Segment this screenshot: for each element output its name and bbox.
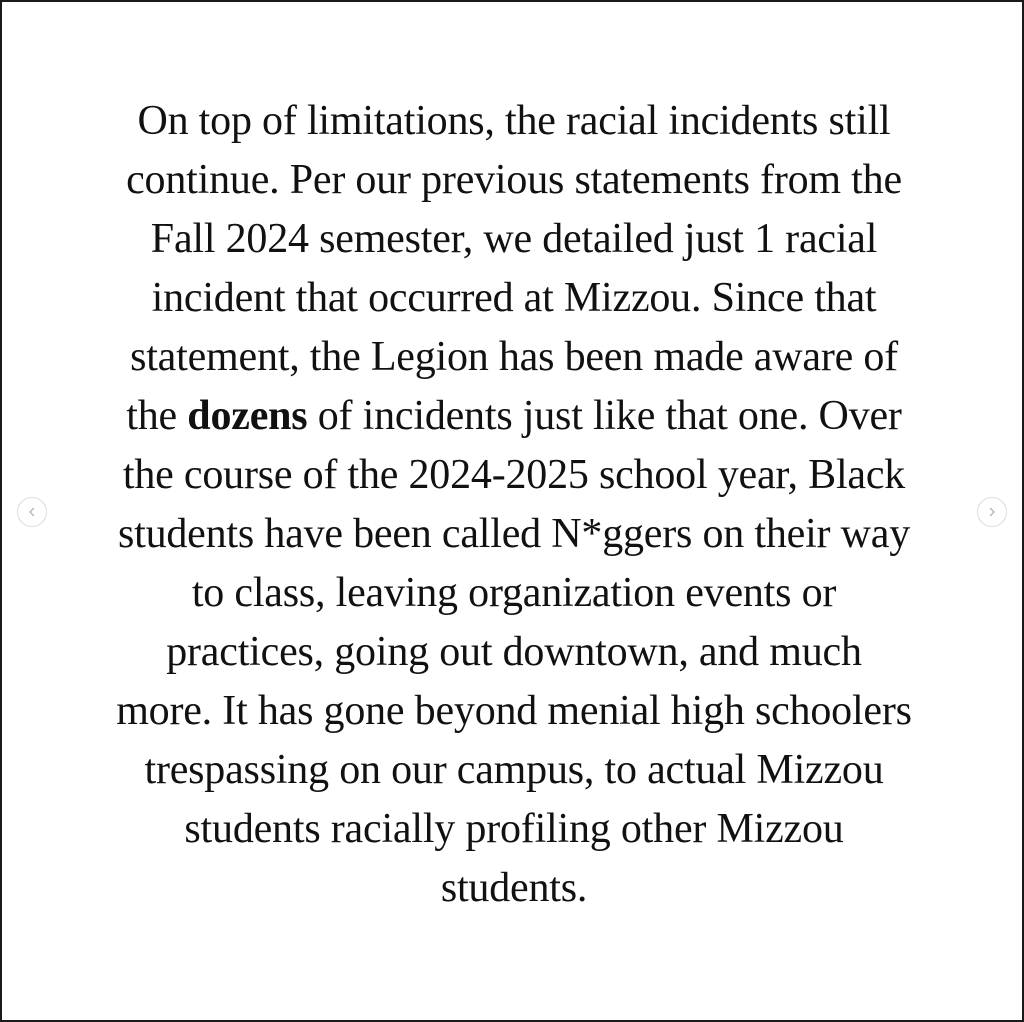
post-line: to class, leaving organization events or	[191, 570, 837, 616]
post-line: students racially profiling other Mizzou	[184, 806, 844, 852]
post-body-text	[42, 92, 986, 918]
post-line: students.	[440, 865, 588, 911]
chevron-left-icon	[26, 506, 38, 518]
emphasized-word: dozens	[187, 393, 308, 439]
post-line: more. It has gone beyond menial high schoolers	[116, 688, 912, 734]
post-line: Fall 2024 semester, we detailed just 1 racial	[150, 216, 878, 262]
post-line: statement, the Legion has been made aware of	[130, 334, 898, 380]
next-slide-button[interactable]	[977, 497, 1007, 527]
post-line: students have been called N*ggers on their way	[117, 511, 911, 557]
post-line-text: the	[126, 393, 188, 439]
post-line	[42, 387, 986, 446]
post-line-text: of incidents just like that one. Over	[307, 393, 902, 439]
post-line: incident that occurred at Mizzou. Since that	[151, 275, 877, 321]
previous-slide-button[interactable]	[17, 497, 47, 527]
post-line: trespassing on our campus, to actual Mizzou	[144, 747, 884, 793]
post-line: continue. Per our previous statements from the	[126, 157, 902, 203]
post-line: practices, going out downtown, and much	[166, 629, 862, 675]
post-line: On top of limitations, the racial incidents still	[137, 98, 891, 144]
chevron-right-icon	[986, 506, 998, 518]
post-line: the course of the 2024-2025 school year, Black	[122, 452, 906, 498]
